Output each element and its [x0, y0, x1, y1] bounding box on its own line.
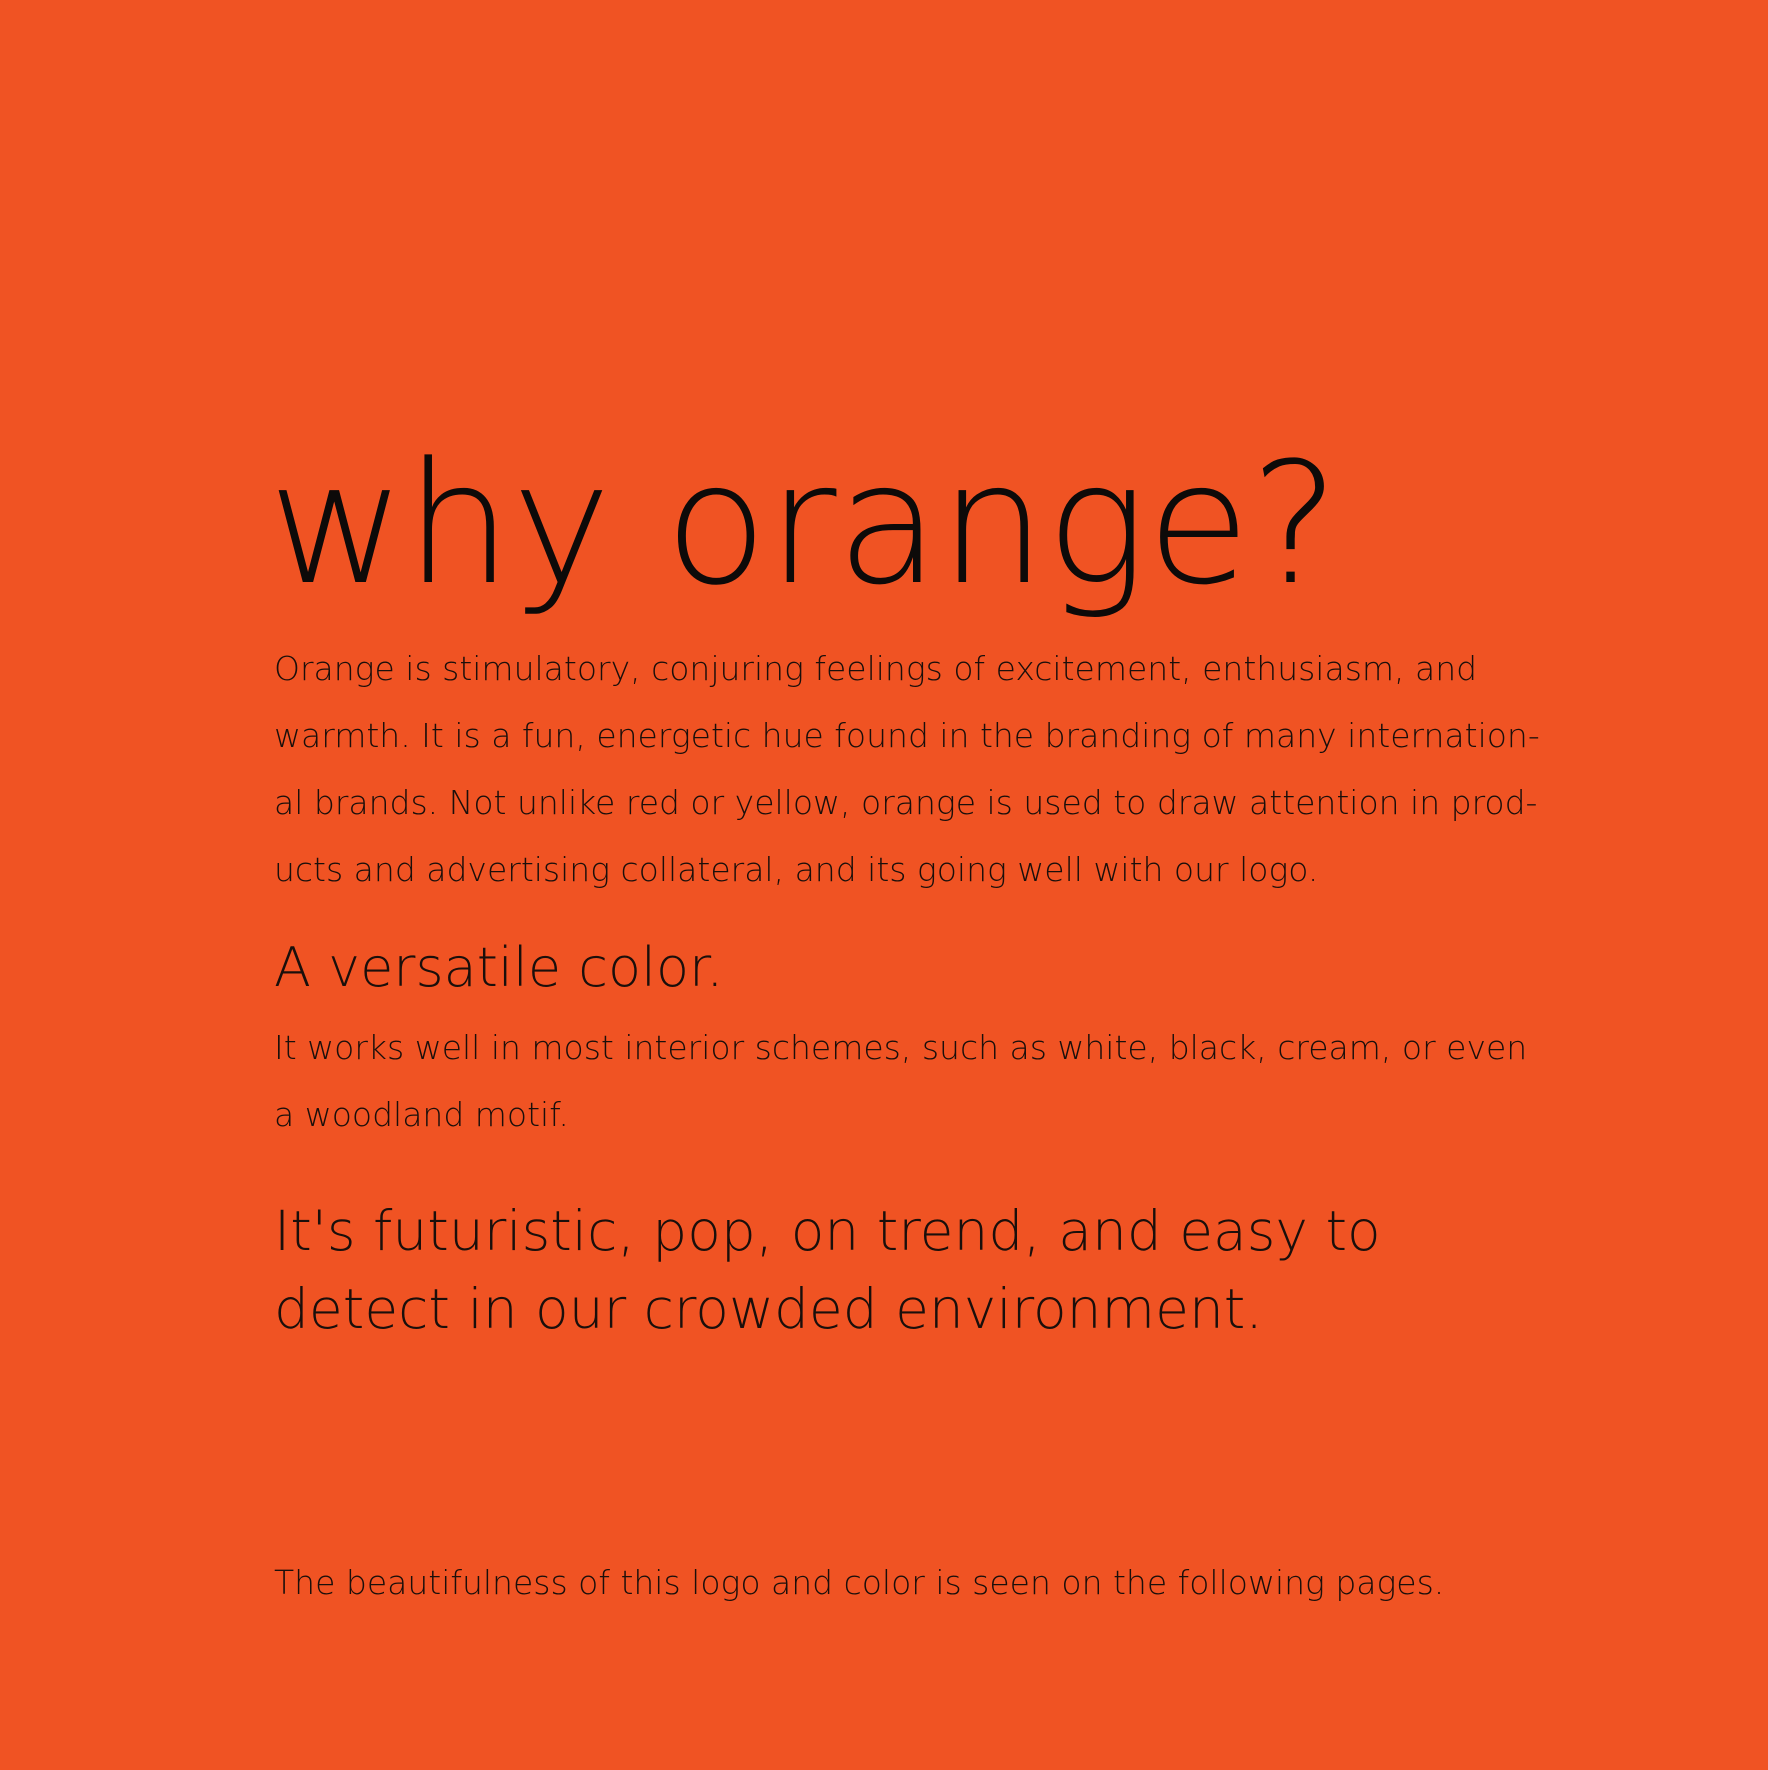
- versatile-subheading: A versatile color.: [274, 936, 724, 999]
- footer-note: The beautifulness of this logo and color is seen on the following pages.: [274, 1563, 1445, 1602]
- page-title: why orange?: [268, 426, 1340, 622]
- statement-paragraph: It's futuristic, pop, on trend, and easy to detect in our crowded environment.: [274, 1199, 1381, 1341]
- versatile-paragraph: It works well in most interior schemes, such as white, black, cream, or even a woodland motif.: [274, 1028, 1528, 1134]
- intro-paragraph: Orange is stimulatory, conjuring feelings of excitement, enthusiasm, and warmth. It is a fun, energetic hue found in the branding of many internation-al brands. Not unlike red or yellow, orange is used to draw attention in prod-ucts and advertising collateral, and its going well with our logo.: [274, 649, 1540, 889]
